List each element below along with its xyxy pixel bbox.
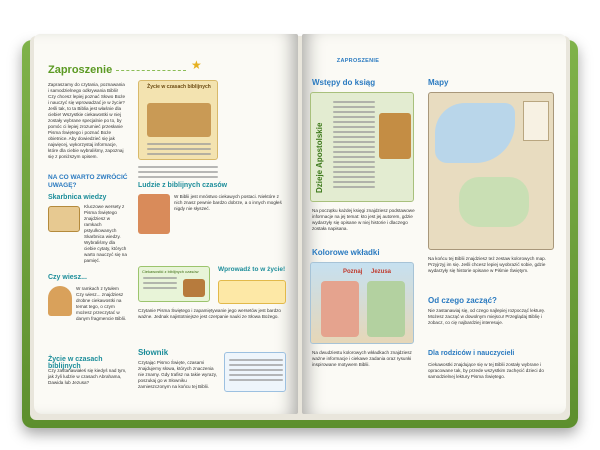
kolorowe-card <box>310 262 414 344</box>
map-sea-shape <box>435 103 515 163</box>
slownik-heading: Słownik <box>138 348 169 357</box>
zycie-card-illustration <box>147 103 211 137</box>
wprowadz-text: Czytanie Pisma Świętego i zapamiętywanie jego wersetów jest bardzo ważne. Jednak najistotniejsze jest czerpanie nauki ze Słowa Bożego. <box>138 308 281 319</box>
mapy-text: Na końcu tej Biblii znajdziesz też zestaw kolorowych map. Przyjrzyj im się. Jeśli chcesz lepiej wyobrazić sobie, gdzie wydarzyły się historie opisane w Piśmie Świętym. <box>428 256 546 273</box>
zycie-card-lines <box>147 143 211 158</box>
czy-wiesz-text: W ramkach z tytułem Czy wiesz... znajdziesz drobne ciekawostki na temat tego, o czym możesz przeczytać w danym fragmencie Biblii. <box>76 286 127 321</box>
slownik-text: Czytając Pismo Święte, czasami znajdujemy słowa, których znaczenia nie znamy. Gdy trafisz na takie wyrazy, poszukaj go w Słowniku zamieszczonym na końcu tej Biblii. <box>138 360 217 389</box>
star-icon: ★ <box>191 58 202 72</box>
skarbnica-chest-image <box>48 206 80 232</box>
slownik-box <box>224 352 286 392</box>
section-heading: NA CO WARTO ZWRÓCIĆ UWAGĘ? <box>48 174 128 189</box>
kolorowe-heading: Kolorowe wkładki <box>312 248 380 257</box>
poznaj-label: Poznaj <box>343 269 363 275</box>
wstepy-heading: Wstępy do ksiąg <box>312 78 376 87</box>
ludzie-heading: Ludzie z biblijnych czasów <box>138 182 228 189</box>
wstepy-card-lines <box>333 101 375 191</box>
ludzie-text: W Biblii jest mnóstwo ciekawych postaci. Niektóre z nich znasz pewnie bardzo dobrze, a o innych mogłeś nigdy nie słyszeć. <box>174 194 282 211</box>
zycie-card-title: Życie w czasach biblijnych <box>147 84 211 90</box>
od-czego-heading: Od czego zacząć? <box>428 296 497 305</box>
zycie-card <box>138 80 218 160</box>
czy-wiesz-character-image <box>48 286 72 316</box>
zycie-text: Czy zastanawiałeś się kiedyś nad tym, jak żyli ludzie w czasach Abrahama, Dawida lub Jezusa? <box>48 368 127 385</box>
map-land-shape <box>459 177 529 227</box>
wstepy-spine-label: Dzieje Apostolskie <box>315 122 324 193</box>
ludzie-figure-image <box>138 194 170 234</box>
ciekawostki-card-illustration <box>183 279 205 297</box>
kolorowe-left-panel <box>321 281 359 337</box>
map-image <box>428 92 554 250</box>
ciekawostki-card-lines <box>143 277 177 292</box>
ciekawostki-card-title: Ciekawostki z biblijnych czasów <box>142 269 199 274</box>
wstepy-card <box>310 92 414 202</box>
column2-text-lines <box>138 166 218 181</box>
left-page <box>34 34 298 414</box>
slownik-box-lines <box>229 359 283 384</box>
wprowadz-heading: Wprowadź to w życie! <box>218 266 286 273</box>
kolorowe-text: Na dwudziestu kolorowych wkładkach znajdziesz ważne informacje i ciekawe zadania oraz rysunki inspirowane motywem Biblii. <box>312 350 412 367</box>
map-legend <box>523 101 549 141</box>
skarbnica-heading: Skarbnica wiedzy <box>48 194 107 201</box>
kolorowe-right-panel <box>367 281 405 337</box>
wstepy-card-illustration <box>379 113 411 159</box>
rodzice-text: Ciekawostki znajdujące się w tej Biblii zostały wybrane i opracowane tak, by przede wszystkim zachęcić dzieci do samodzielnej lektury Pisma Świętego. <box>428 362 544 379</box>
rodzice-heading: Dla rodziców i nauczycieli <box>428 350 515 357</box>
czy-wiesz-heading: Czy wiesz... <box>48 274 87 281</box>
title-divider <box>116 70 186 71</box>
ciekawostki-card <box>138 266 210 302</box>
wstepy-text: Na początku każdej księgi znajdziesz podstawowe informacje na jej temat: kto jest jej autorem, gdzie wydarzyły się opisane w niej historie i dlaczego została napisana. <box>312 208 415 231</box>
skarbnica-text: Kluczowe wersety z Pisma Świętego znajdziesz w ramkach pstyulkowanych Skarbnica wiedzy. Wybraliśmy dla ciebie cytaty, których warto nauczyć się na pamięć. <box>84 204 127 263</box>
right-page <box>302 34 566 414</box>
page-header: ZAPROSZENIE <box>336 58 380 64</box>
jezusa-label: Jezusa <box>371 269 392 275</box>
wprowadz-box <box>218 280 286 304</box>
intro-text: Zapraszamy do czytania, poznawania i samodzielnego odkrywania Biblii! Czy chcesz lepiej poznać Słowo Boże i nauczyć się wprowadzać je w życie? Jeśli tak, to ta Biblia jest właśnie dla ciebie! Wszystkie ciekawostki w niej zostały wybrane specjalnie po to, by pomóc ci lepiej zrozumieć przesłanie Pisma Świętego i poznać Boże obietnice. Aby dowiedzieć się jak najwięcej, wykorzystaj informacje, które dla ciebie wybraliśmy, zapoznaj się z poniższym opisem. <box>48 82 126 159</box>
zycie-heading: Życie w czasach biblijnych <box>48 356 103 370</box>
page-title: Zaproszenie <box>48 64 113 76</box>
mapy-heading: Mapy <box>428 78 449 87</box>
od-czego-text: Nie zastanawiaj się, od czego najlepiej rozpocząć lekturę. Możesz zacząć w dowolnym miejscu! Przeglądaj Biblię i zobacz, co cię najbardziej interesuje. <box>428 308 546 325</box>
